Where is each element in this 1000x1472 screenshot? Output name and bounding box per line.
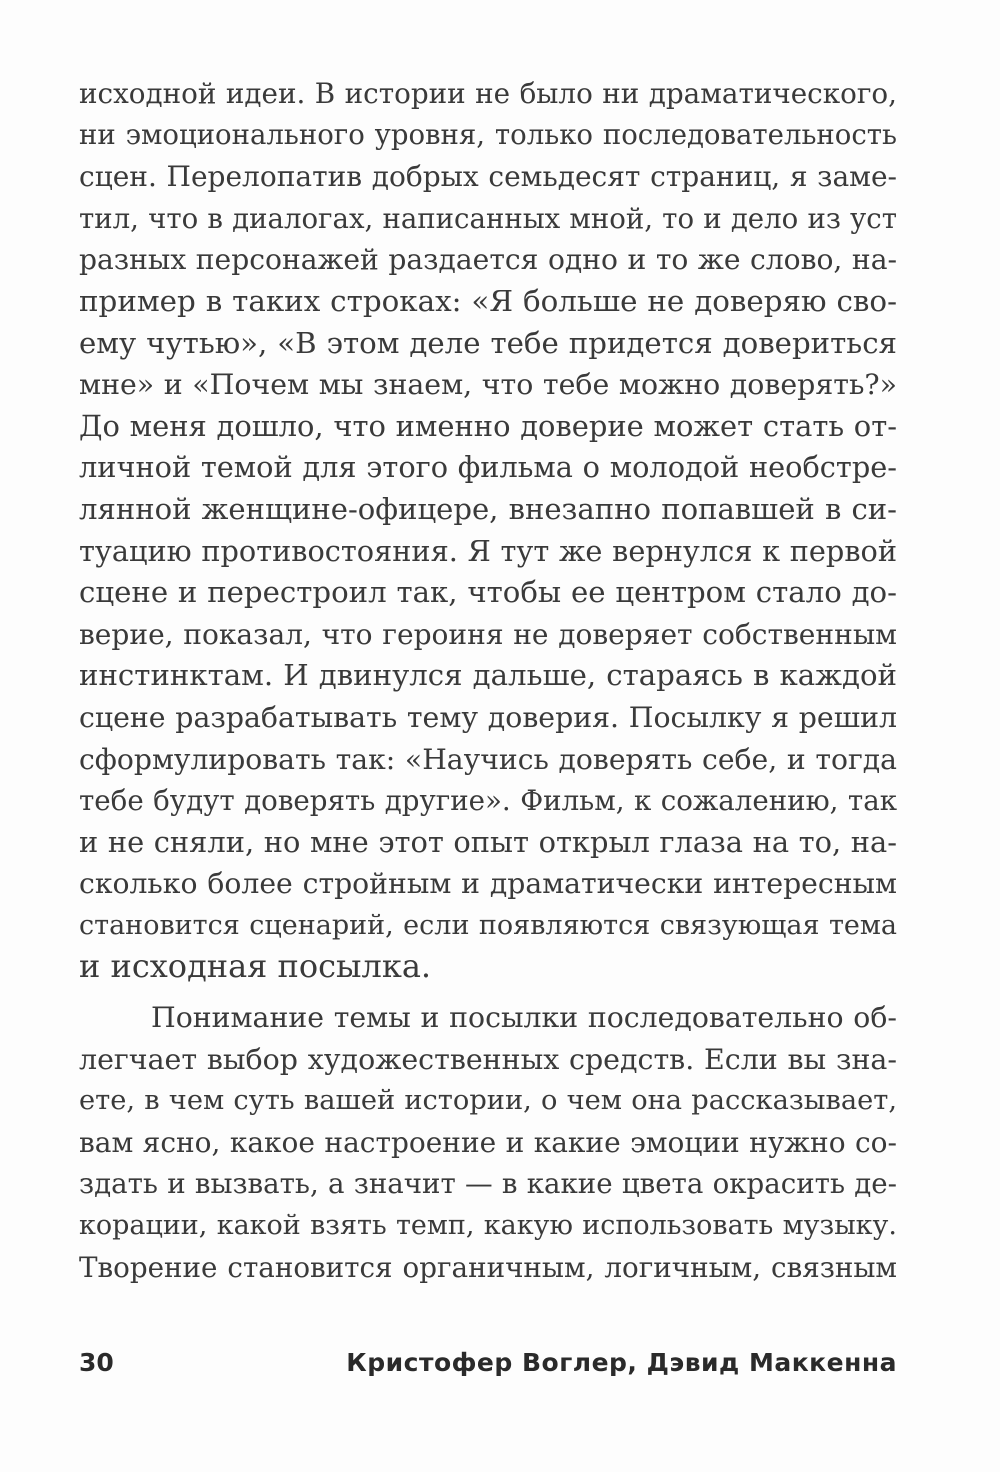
text-line: и исходная посылка.	[79, 947, 432, 986]
text-line: До меня дошло, что именно доверие может стать от-	[79, 408, 897, 443]
text-line: Понимание темы и посылки последовательно об-	[151, 1001, 897, 1035]
text-line: сколько более стройным и драматически интересным	[79, 867, 897, 901]
text-line: лянной женщине-офицере, внезапно попавшей в си-	[79, 491, 897, 526]
text-line: пример в таких строках: «Я больше не доверяю сво-	[79, 283, 897, 318]
text-line: Творение становится органичным, логичным, связным	[79, 1250, 897, 1284]
text-line: мне» и «Почем мы знаем, что тебе можно доверять?»	[79, 368, 897, 402]
paragraph-1	[79, 73, 897, 988]
text-line: тил, что в диалогах, написанных мной, то и дело из уст	[79, 201, 897, 235]
text-line: туацию противостояния. Я тут же вернулся к первой	[79, 533, 897, 568]
running-footer-authors: Кристофер Воглер, Дэвид Маккенна	[346, 1348, 897, 1377]
body-text	[79, 73, 897, 1288]
text-line: корации, какой взять темп, какую использовать музыку.	[79, 1210, 897, 1242]
text-line: тебе будут доверять другие». Фильм, к сожалению, так	[79, 784, 897, 818]
text-line: и не сняли, но мне этот опыт открыл глаза на то, на-	[79, 824, 897, 859]
text-line: легчает выбор художественных средств. Если вы зна-	[79, 1042, 897, 1076]
text-line: становится сценарий, если появляются связующая тема	[79, 909, 897, 941]
paragraph-2	[79, 997, 897, 1288]
text-line: сформулировать так: «Научись доверять себе, и тогда	[79, 742, 897, 776]
text-line: сцене и перестроил так, чтобы ее центром стало до-	[79, 575, 897, 610]
paragraph-spacer	[79, 988, 897, 997]
text-line: сцен. Перелопатив добрых семьдесят страниц, я заме-	[79, 160, 897, 194]
text-line: ете, в чем суть вашей истории, о чем она рассказывает,	[79, 1085, 897, 1117]
page-number: 30	[79, 1348, 114, 1377]
text-line: здать и вызвать, а значит — в какие цвета окрасить де-	[79, 1167, 897, 1201]
text-line: разных персонажей раздается одно и то же слово, на-	[79, 243, 897, 277]
text-line: инстинктам. И двинулся дальше, стараясь в каждой	[79, 658, 897, 693]
text-line: ему чутью», «В этом деле тебе придется довериться	[79, 325, 897, 360]
text-line: личной темой для этого фильма о молодой необстре-	[79, 450, 897, 485]
text-line: ни эмоционального уровня, только последовательность	[79, 118, 897, 151]
text-line: вам ясно, какое настроение и какие эмоции нужно со-	[79, 1125, 897, 1159]
text-line: верие, показал, что героиня не доверяет собственным	[79, 617, 897, 651]
text-line: сцене разрабатывать тему доверия. Посылку я решил	[79, 700, 897, 734]
text-line: исходной идеи. В истории не было ни драматического,	[79, 77, 897, 110]
page-footer	[79, 1348, 897, 1388]
